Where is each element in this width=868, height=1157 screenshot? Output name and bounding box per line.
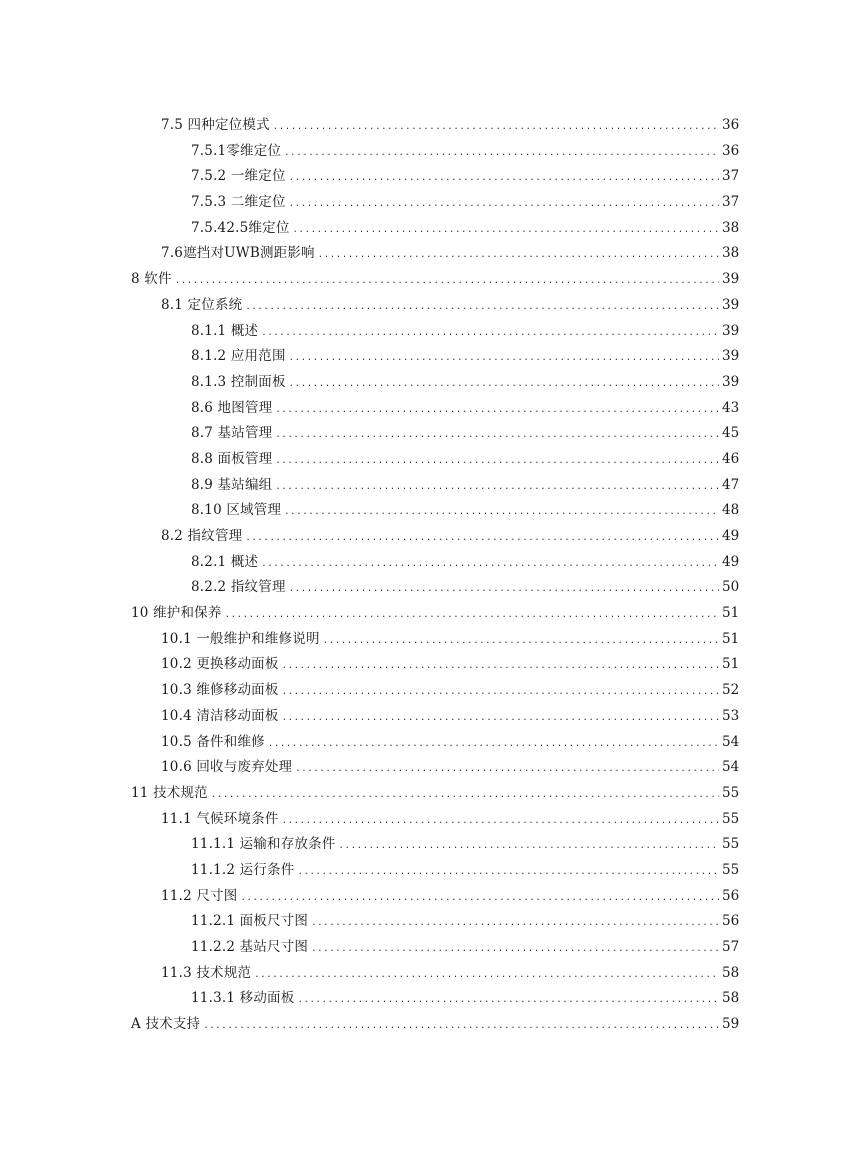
toc-dot-leader — [289, 166, 719, 192]
toc-page-number: 49 — [722, 553, 740, 570]
toc-page-number: 47 — [722, 476, 740, 493]
toc-entry-title: 11.3 技术规范 — [161, 964, 252, 981]
toc-entry-title: 10.6 回收与废弃处理 — [161, 759, 293, 776]
toc-entry-title: 7.5.3 二维定位 — [191, 194, 286, 211]
toc-page-number: 36 — [722, 142, 740, 159]
toc-page-number: 56 — [722, 913, 740, 930]
toc-entry[interactable] — [0, 190, 868, 216]
toc-dot-leader — [273, 115, 719, 141]
toc-page-number: 45 — [722, 425, 740, 442]
toc-entry[interactable] — [0, 575, 868, 601]
toc-entry-title: 10.4 清洁移动面板 — [161, 707, 279, 724]
toc-page-number: 55 — [722, 861, 740, 878]
toc-entry-title: 11.1 气候环境条件 — [161, 810, 279, 827]
toc-page-number: 38 — [722, 219, 740, 236]
toc-dot-leader — [254, 963, 719, 989]
toc-dot-leader — [318, 243, 719, 269]
toc-dot-leader — [282, 809, 719, 835]
toc-entry-title: 10.5 备件和维修 — [161, 733, 265, 750]
toc-page-number: 55 — [722, 784, 740, 801]
toc-entry-title: 8.1 定位系统 — [161, 296, 243, 313]
toc-entry[interactable] — [0, 678, 868, 704]
toc-entry-title: 11.3.1 移动面板 — [191, 990, 295, 1007]
toc-entry[interactable] — [0, 781, 868, 807]
toc-entry-title: 8.2.2 指纹管理 — [191, 579, 286, 596]
toc-page-number: 51 — [722, 605, 740, 622]
toc-entry[interactable] — [0, 627, 868, 653]
toc-page-number: 39 — [722, 296, 740, 313]
toc-entry-title: 7.5.42.5维定位 — [191, 219, 290, 236]
toc-page-number: 46 — [722, 450, 740, 467]
toc-entry[interactable] — [0, 601, 868, 627]
toc-entry-title: 8.2 指纹管理 — [161, 528, 243, 544]
toc-dot-leader — [261, 552, 719, 578]
toc-dot-leader — [289, 192, 719, 218]
toc-entry-title: 8.9 基站编组 — [191, 476, 273, 493]
toc-page-number: 54 — [722, 733, 740, 750]
toc-entry-title: 8.2.1 概述 — [191, 553, 259, 570]
toc-entry[interactable] — [0, 267, 868, 293]
toc-entry[interactable] — [0, 370, 868, 396]
toc-entry-title: 10.2 更换移动面板 — [161, 656, 279, 673]
toc-entry[interactable] — [0, 652, 868, 678]
toc-entry-title: 8.7 基站管理 — [191, 425, 273, 442]
toc-page-number: 52 — [722, 682, 740, 699]
toc-entry[interactable] — [0, 319, 868, 345]
toc-dot-leader — [339, 834, 719, 860]
toc-page-number: 54 — [722, 759, 740, 776]
toc-page-number: 37 — [722, 194, 740, 211]
toc-entry[interactable] — [0, 909, 868, 935]
toc-entry-title: 11.2.1 面板尺寸图 — [191, 913, 309, 930]
toc-entry[interactable] — [0, 832, 868, 858]
toc-entry-title: 11.1.2 运行条件 — [191, 861, 295, 878]
toc-dot-leader — [289, 577, 719, 603]
toc-entry-title: 11.2.2 基站尺寸图 — [191, 939, 309, 955]
toc-dot-leader — [323, 629, 719, 655]
toc-entry[interactable] — [0, 755, 868, 781]
toc-dot-leader — [261, 321, 719, 347]
toc-entry-title: 11.2 尺寸图 — [161, 887, 238, 904]
toc-page-number: 37 — [722, 168, 740, 185]
toc-entry-title: 10.1 一般维护和维修说明 — [161, 630, 320, 647]
toc-page-number: 51 — [722, 630, 740, 647]
toc-dot-leader — [295, 757, 719, 783]
toc-dot-leader — [282, 680, 719, 706]
toc-page-number: 39 — [722, 373, 740, 390]
toc-entry-title: 8.1.2 应用范围 — [191, 348, 286, 365]
toc-dot-leader — [245, 526, 719, 552]
toc-entry[interactable] — [0, 139, 868, 165]
toc-entry[interactable] — [0, 986, 868, 1012]
toc-entry-title: 8.8 面板管理 — [191, 450, 273, 467]
toc-entry-title: 8.1.1 概述 — [191, 322, 259, 339]
toc-page-number: 58 — [722, 990, 740, 1007]
toc-dot-leader — [275, 449, 719, 475]
toc-dot-leader — [311, 911, 719, 937]
table-of-contents — [0, 113, 868, 1038]
toc-dot-leader — [275, 423, 719, 449]
toc-entry[interactable] — [0, 473, 868, 499]
toc-dot-leader — [293, 218, 719, 244]
toc-page-number: 39 — [722, 271, 740, 288]
toc-dot-leader — [240, 886, 719, 912]
toc-dot-leader — [284, 141, 719, 167]
toc-page-number: 57 — [722, 939, 740, 955]
toc-entry-title: 11.1.1 运输和存放条件 — [191, 836, 336, 853]
toc-page-number: 43 — [722, 399, 740, 416]
toc-dot-leader — [282, 654, 719, 680]
toc-dot-leader — [211, 783, 719, 809]
toc-dot-leader — [311, 937, 719, 963]
toc-entry-title: 7.5.2 一维定位 — [191, 168, 286, 185]
toc-entry-title: 8.10 区域管理 — [191, 502, 282, 519]
toc-page-number: 58 — [722, 964, 740, 981]
toc-entry-title: 8.6 地图管理 — [191, 399, 273, 416]
toc-page-number: 50 — [722, 579, 740, 596]
toc-page-number: 55 — [722, 836, 740, 853]
toc-entry-title: 8 软件 — [131, 271, 172, 288]
toc-page-number: 39 — [722, 322, 740, 339]
toc-entry[interactable] — [0, 1012, 868, 1038]
toc-entry[interactable] — [0, 293, 868, 319]
toc-entry[interactable] — [0, 344, 868, 370]
toc-dot-leader — [289, 372, 719, 398]
toc-page-number: 55 — [722, 810, 740, 827]
toc-dot-leader — [282, 706, 719, 732]
toc-entry-title: 10.3 维修移动面板 — [161, 682, 279, 699]
toc-dot-leader — [297, 860, 719, 886]
toc-page-number: 38 — [722, 245, 740, 262]
toc-entry[interactable] — [0, 164, 868, 190]
toc-page-number: 48 — [722, 502, 740, 519]
toc-entry[interactable] — [0, 396, 868, 422]
toc-entry[interactable] — [0, 935, 868, 961]
toc-page-number: 39 — [722, 348, 740, 365]
toc-entry[interactable] — [0, 961, 868, 987]
toc-entry-title: A 技术支持 — [131, 1016, 201, 1033]
toc-entry[interactable] — [0, 704, 868, 730]
toc-entry[interactable] — [0, 730, 868, 756]
toc-dot-leader — [275, 475, 719, 501]
toc-dot-leader — [225, 603, 719, 629]
toc-dot-leader — [275, 398, 719, 424]
toc-dot-leader — [289, 346, 719, 372]
toc-entry-title: 7.5 四种定位模式 — [161, 117, 270, 133]
toc-dot-leader — [284, 500, 719, 526]
toc-entry-title: 10 维护和保养 — [131, 605, 222, 622]
toc-entry[interactable] — [0, 113, 868, 139]
toc-entry[interactable] — [0, 241, 868, 267]
toc-entry[interactable] — [0, 858, 868, 884]
toc-page-number: 49 — [722, 528, 740, 544]
toc-dot-leader — [203, 1014, 719, 1040]
toc-page-number: 59 — [722, 1016, 740, 1033]
toc-dot-leader — [297, 988, 719, 1014]
toc-entry[interactable] — [0, 447, 868, 473]
toc-entry[interactable] — [0, 216, 868, 242]
toc-entry[interactable] — [0, 524, 868, 550]
toc-entry[interactable] — [0, 884, 868, 910]
toc-entry[interactable] — [0, 550, 868, 576]
toc-entry[interactable] — [0, 498, 868, 524]
toc-page-number: 36 — [722, 117, 740, 133]
toc-entry-title: 11 技术规范 — [131, 784, 208, 801]
toc-entry-title: 7.6遮挡对UWB测距影响 — [161, 245, 315, 262]
toc-entry-title: 8.1.3 控制面板 — [191, 373, 286, 390]
toc-entry[interactable] — [0, 421, 868, 447]
toc-dot-leader — [245, 295, 719, 321]
toc-page-number: 51 — [722, 656, 740, 673]
toc-page-number: 53 — [722, 707, 740, 724]
toc-dot-leader — [268, 732, 719, 758]
toc-page-number: 56 — [722, 887, 740, 904]
toc-entry[interactable] — [0, 807, 868, 833]
toc-entry-title: 7.5.1零维定位 — [191, 142, 282, 159]
toc-dot-leader — [175, 269, 719, 295]
